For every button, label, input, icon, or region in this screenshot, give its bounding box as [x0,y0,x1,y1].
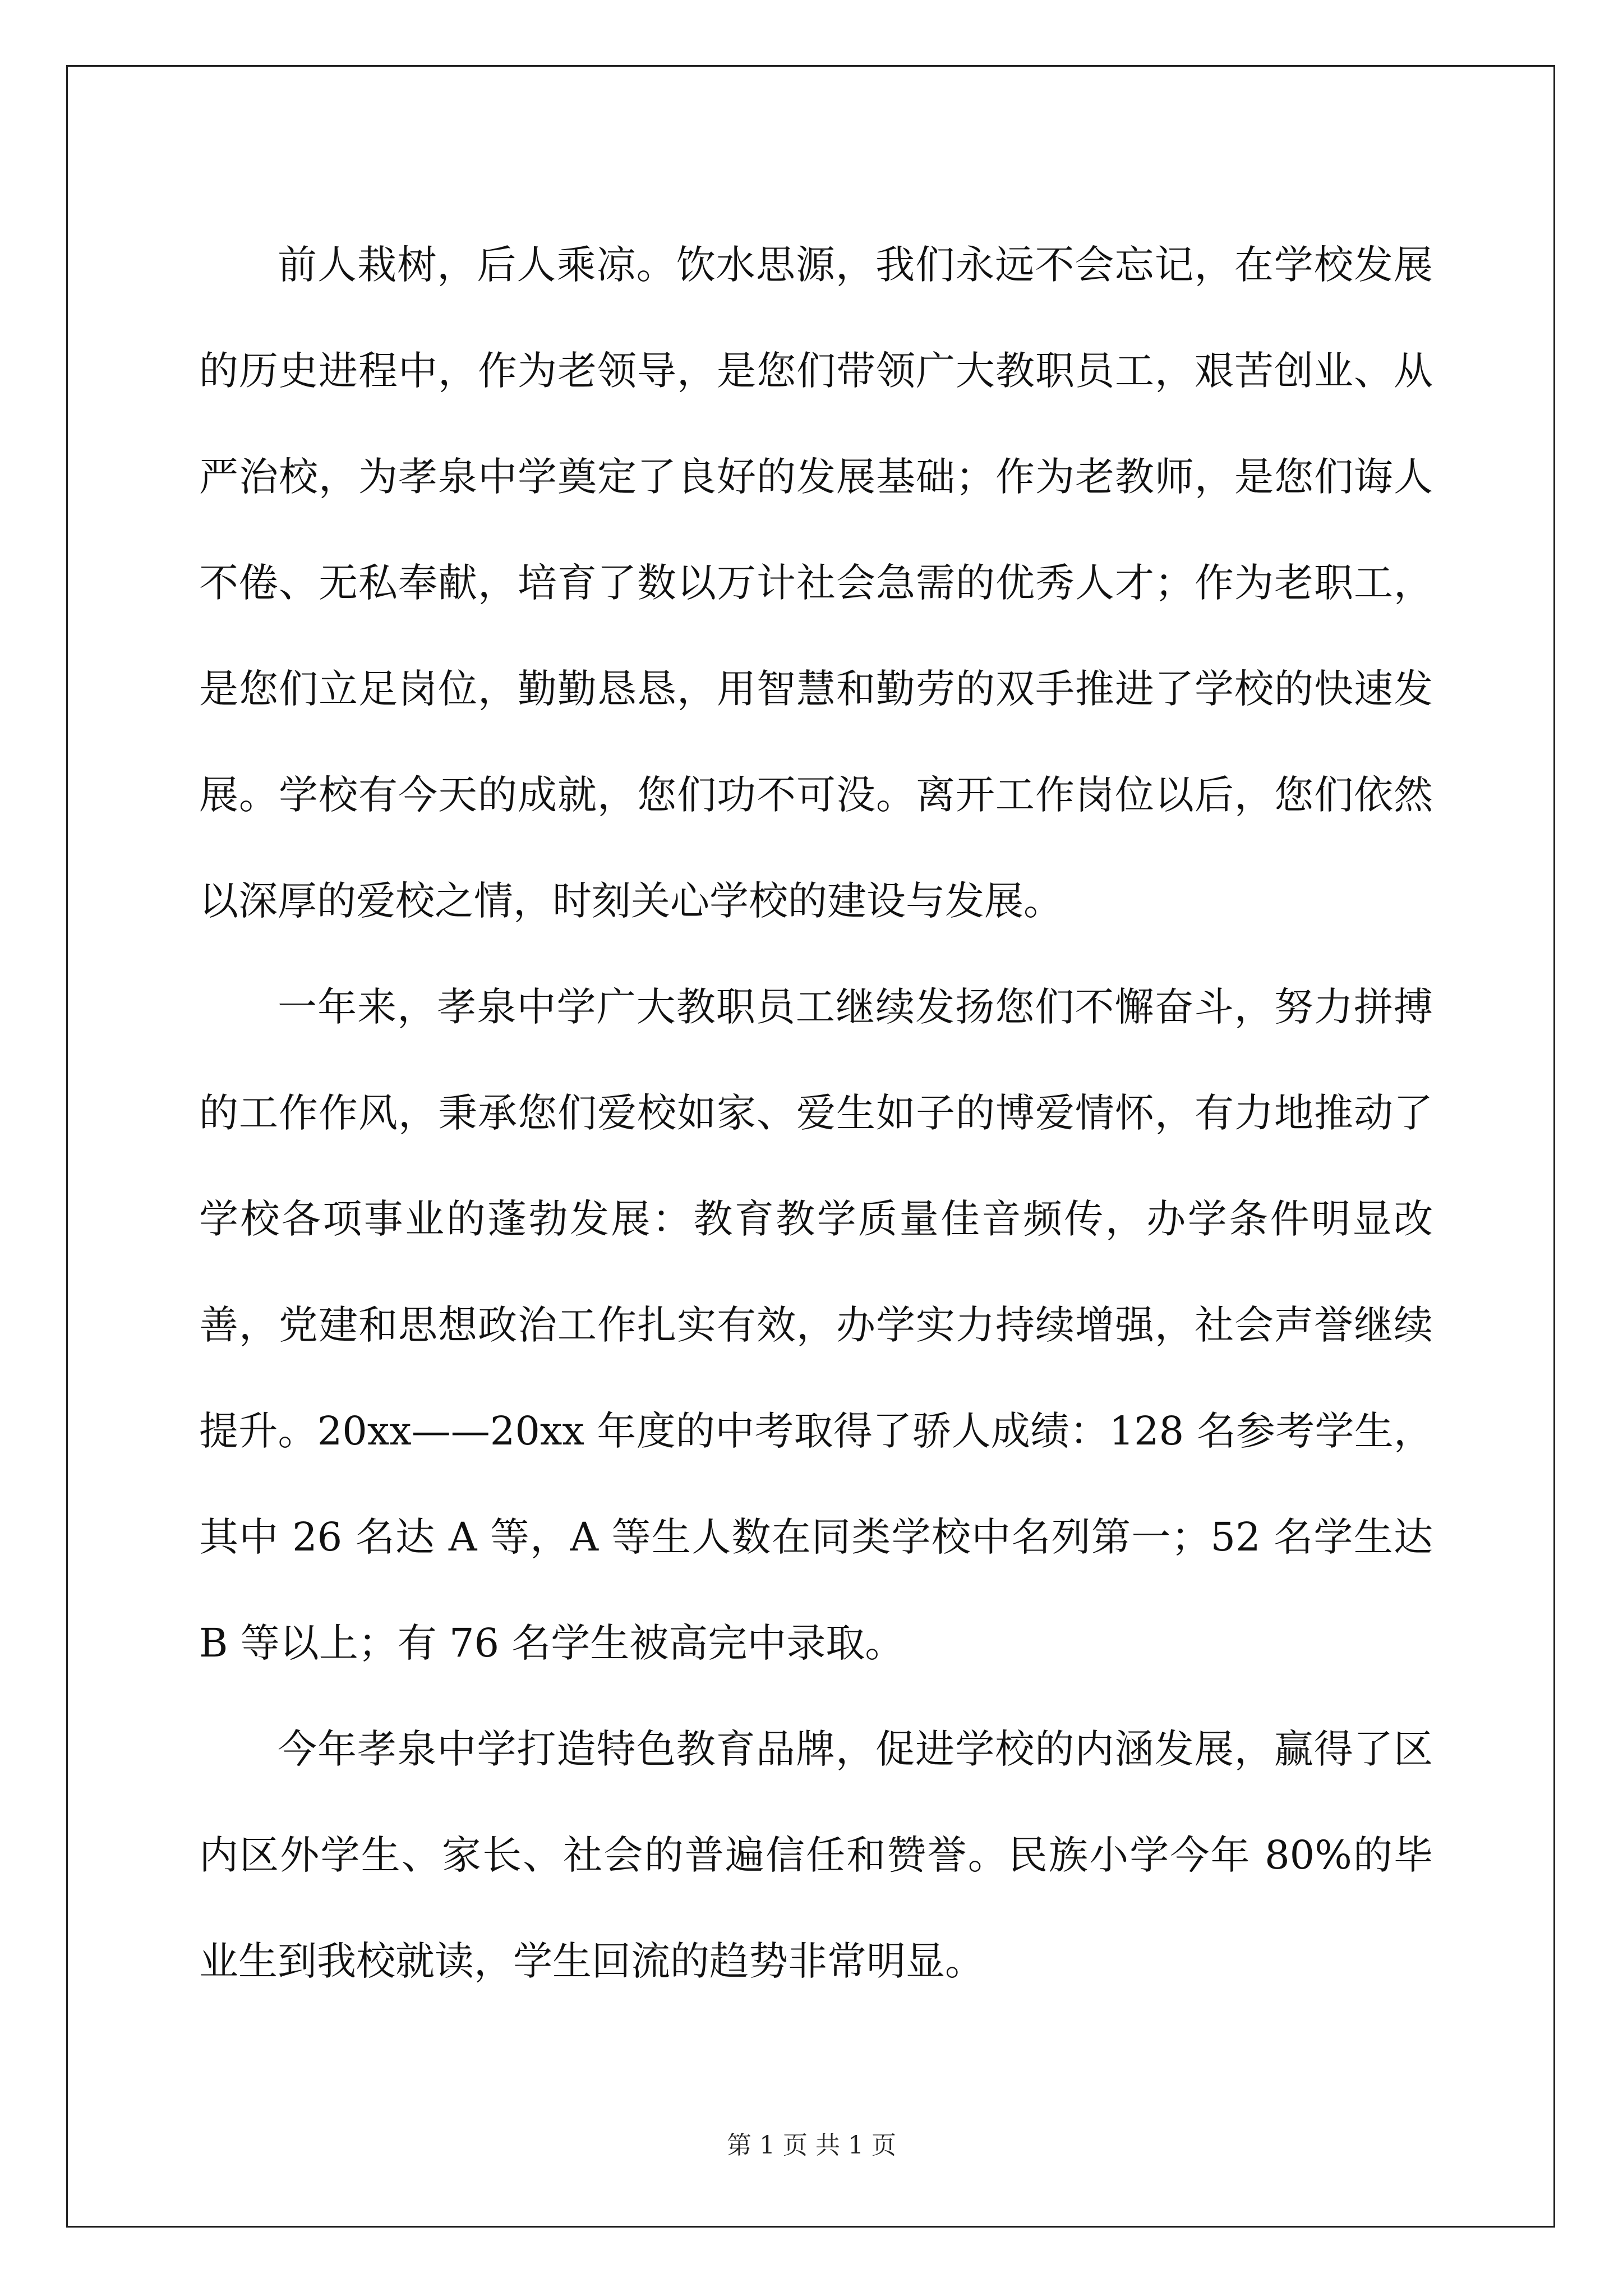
document-body [199,212,1433,2014]
paragraph-1: 前人栽树，后人乘凉。饮水思源，我们永远不会忘记，在学校发展的历史进程中，作为老领导，是您们带领广大教职员工，艰苦创业、从严治校，为孝泉中学奠定了良好的发展基础；作为老教师，是您们诲人不倦、无私奉献，培育了数以万计社会急需的优秀人才；作为老职工，是您们立足岗位，勤勤恳恳，用智慧和勤劳的双手推进了学校的快速发展。学校有今天的成就，您们功不可没。离开工作岗位以后，您们依然以深厚的爱校之情，时刻关心学校的建设与发展。 [199,242,1433,924]
page-footer: 第 1 页 共 1 页 [727,2131,896,2160]
paragraph-3: 今年孝泉中学打造特色教育品牌，促进学校的内涵发展，赢得了区内区外学生、家长、社会的普遍信任和赞誉。民族小学今年 80%的毕业生到我校就读，学生回流的趋势非常明显。 [199,1726,1433,1984]
paragraph-2: 一年来，孝泉中学广大教职员工继续发扬您们不懈奋斗，努力拼搏的工作作风，秉承您们爱校如家、爱生如子的博爱情怀，有力地推动了学校各项事业的蓬勃发展：教育教学质量佳音频传，办学条件明显改善，党建和思想政治工作扎实有效，办学实力持续增强，社会声誉继续提升。20xx——20xx 年度的中考取得了骄人成绩：128 名参考学生，其中 26 名达 A 等，A 等生人数在同类学校中名列第一；52 名学生达 B 等以上；有 76 名学生被高完中录取。 [199,984,1433,1666]
